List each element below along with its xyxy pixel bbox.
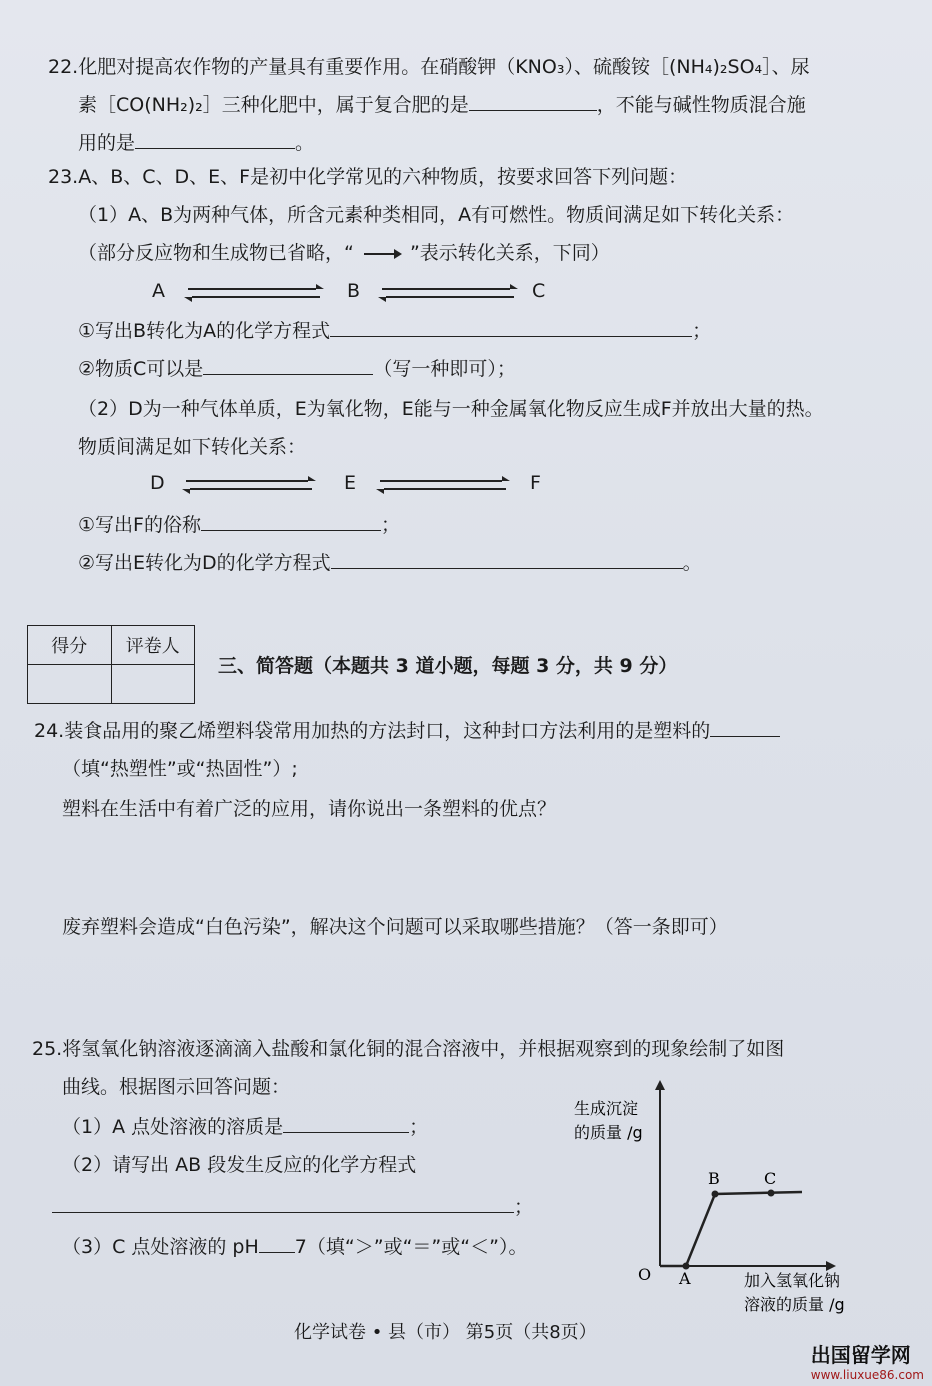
q24-blank1[interactable] (710, 718, 780, 737)
q23-blank3[interactable] (201, 512, 381, 531)
score-table (27, 625, 195, 704)
y-axis-arrow-icon (655, 1080, 665, 1090)
q25-q2: （2）请写出 AB 段发生反应的化学方程式 (62, 1154, 417, 1176)
q24-line1: 24.装食品用的聚乙烯塑料袋常用加热的方法封口，这种封口方法利用的是塑料的 (34, 718, 780, 744)
label-a: A (679, 1269, 691, 1288)
node-b: B (347, 280, 361, 302)
label-c: C (764, 1169, 777, 1188)
node-e: E (344, 472, 357, 494)
q23-blank1[interactable] (330, 318, 692, 337)
label-b: B (708, 1169, 720, 1188)
q25-line1: 25.将氢氧化钠溶液逐滴滴入盐酸和氯化铜的混合溶液中，并根据观察到的现象绘制了如图 (32, 1038, 785, 1060)
q23-part2-note: 物质间满足如下转化关系： (78, 436, 307, 458)
precipitate-curve (660, 1192, 802, 1266)
q22-blank2[interactable] (135, 130, 295, 149)
q24-line4: 废弃塑料会造成“白色污染”，解决这个问题可以采取哪些措施？（答一条即可） (62, 916, 728, 938)
q23-part1-intro: （1）A、B为两种气体，所含元素种类相同，A有可燃性。物质间满足如下转化关系： (78, 204, 795, 226)
q23-blank4[interactable] (331, 550, 683, 569)
point-c (768, 1190, 775, 1197)
chain-def (150, 472, 550, 498)
q23-part1-q1: ①写出B转化为A的化学方程式 ； (78, 320, 712, 342)
grader-header: 评卷人 (111, 626, 195, 665)
y-label-line2: 的质量 /g (574, 1123, 643, 1142)
q22-line2: 素［CO(NH₂)₂］三种化肥中，属于复合肥的是 ，不能与碱性物质混合施 (78, 94, 806, 116)
q23-part1-note: （部分反应物和生成物已省略，“ ”表示转化关系，下同） (78, 242, 610, 264)
q23-blank2[interactable] (203, 356, 373, 375)
double-arrow-icon (184, 283, 324, 303)
y-label-line1: 生成沉淀 (574, 1099, 639, 1118)
point-b (712, 1191, 719, 1198)
q22-blank1[interactable] (469, 92, 597, 111)
q22-line1: 22.化肥对提高农作物的产量具有重要作用。在硝酸钾（KNO₃）、硫酸铵［(NH₄)₂SO₄］、尿 (48, 56, 810, 78)
q23-stem: 23.A、B、C、D、E、F是初中化学常见的六种物质，按要求回答下列问题： (48, 166, 688, 188)
q23-part2-intro: （2）D为一种气体单质，E为氧化物，E能与一种金属氧化物反应生成F并放出大量的热。 (78, 398, 824, 420)
q25-blank1[interactable] (283, 1114, 409, 1133)
node-a: A (152, 280, 165, 302)
q23-part1-q2: ②物质C可以是 （写一种即可）； (78, 358, 516, 380)
double-arrow-icon (378, 283, 518, 303)
q25-blank2[interactable] (52, 1194, 514, 1213)
q23-part2-q1: ①写出F的俗称 ； (78, 514, 400, 536)
q24-line2: （填“热塑性”或“热固性”）; (62, 758, 298, 780)
x-axis-arrow-icon (826, 1261, 836, 1271)
node-c: C (532, 280, 546, 302)
score-header: 得分 (28, 626, 112, 665)
q25-q1: （1）A 点处溶液的溶质是 ； (62, 1116, 429, 1138)
arrow-icon (360, 247, 404, 261)
node-d: D (150, 472, 165, 494)
q25-blank3[interactable] (259, 1234, 295, 1253)
q25-q3: （3）C 点处溶液的 pH 7（填“＞”或“＝”或“＜”）。 (62, 1236, 528, 1258)
precipitate-graph (560, 1080, 880, 1320)
q24-line3: 塑料在生活中有着广泛的应用，请你说出一条塑料的优点？ (62, 798, 557, 820)
x-label-line1: 加入氢氧化钠 (744, 1271, 841, 1290)
grader-cell[interactable] (111, 665, 195, 704)
score-cell[interactable] (28, 665, 112, 704)
q22-line3: 用的是 。 (78, 132, 315, 154)
node-f: F (530, 472, 541, 494)
chain-abc (152, 280, 552, 306)
page-footer: 化学试卷 • 县（市） 第5页（共8页） (294, 1322, 597, 1343)
double-arrow-icon (376, 475, 510, 495)
x-label-line2: 溶液的质量 /g (744, 1295, 845, 1314)
origin-label: O (638, 1265, 652, 1284)
double-arrow-icon (182, 475, 316, 495)
q25-line2: 曲线。根据图示回答问题： (62, 1076, 291, 1098)
site-watermark-logo: 出国留学网 www.liuxue86.com (810, 1343, 924, 1382)
section-title: 三、简答题（本题共 3 道小题，每题 3 分，共 9 分） (218, 655, 678, 677)
q23-part2-q2: ②写出E转化为D的化学方程式 。 (78, 552, 702, 574)
q25-q2-answer-line: ； (52, 1194, 533, 1220)
